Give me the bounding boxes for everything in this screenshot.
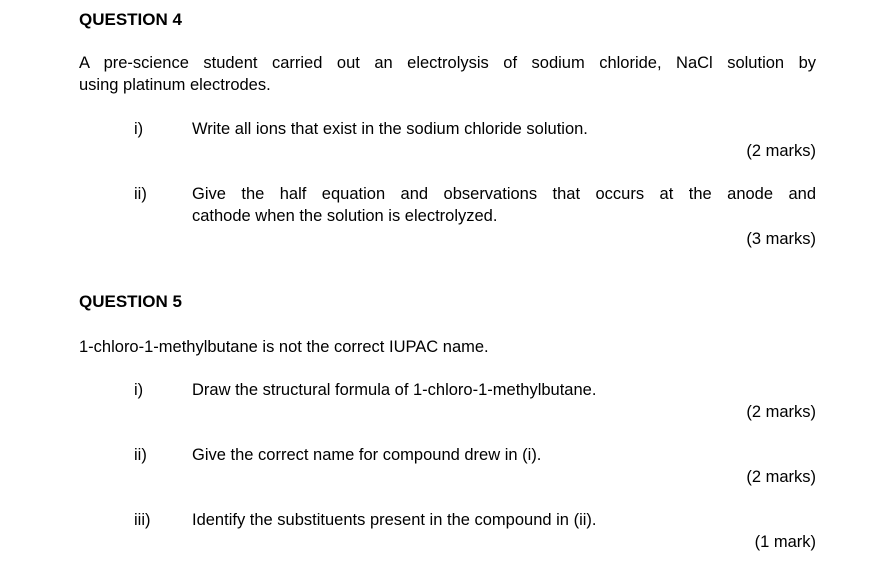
question-5-part-i-number: i) <box>134 381 144 399</box>
question-4-part-ii-text-line2: cathode when the solution is electrolyzed. <box>192 207 498 225</box>
question-5-part-iii-number: iii) <box>134 511 151 529</box>
question-4-part-i-marks: (2 marks) <box>746 142 816 160</box>
question-5-part-ii-marks: (2 marks) <box>746 468 816 486</box>
question-5-part-iii-marks: (1 mark) <box>754 533 816 551</box>
question-4-part-ii-text-line1: Give the half equation and observations that occurs at the anode and <box>192 185 816 203</box>
question-4-part-ii-number: ii) <box>134 185 147 203</box>
question-5-part-ii-text: Give the correct name for compound drew in (i). <box>192 446 542 464</box>
question-5-part-i-marks: (2 marks) <box>746 403 816 421</box>
question-4-part-i-text: Write all ions that exist in the sodium chloride solution. <box>192 120 588 138</box>
question-4-part-i-number: i) <box>134 120 144 138</box>
question-5-intro: 1-chloro-1-methylbutane is not the correct IUPAC name. <box>79 338 489 356</box>
question-5-part-i-text: Draw the structural formula of 1-chloro-1-methylbutane. <box>192 381 597 399</box>
question-4-part-ii-marks: (3 marks) <box>746 230 816 248</box>
question-5-part-ii-number: ii) <box>134 446 147 464</box>
question-4-intro-line1: A pre-science student carried out an electrolysis of sodium chloride, NaCl solution by <box>79 54 816 72</box>
question-4-heading: QUESTION 4 <box>79 10 182 29</box>
question-4-intro-line2: using platinum electrodes. <box>79 76 271 94</box>
question-5-part-iii-text: Identify the substituents present in the compound in (ii). <box>192 511 597 529</box>
question-5-heading: QUESTION 5 <box>79 292 182 311</box>
